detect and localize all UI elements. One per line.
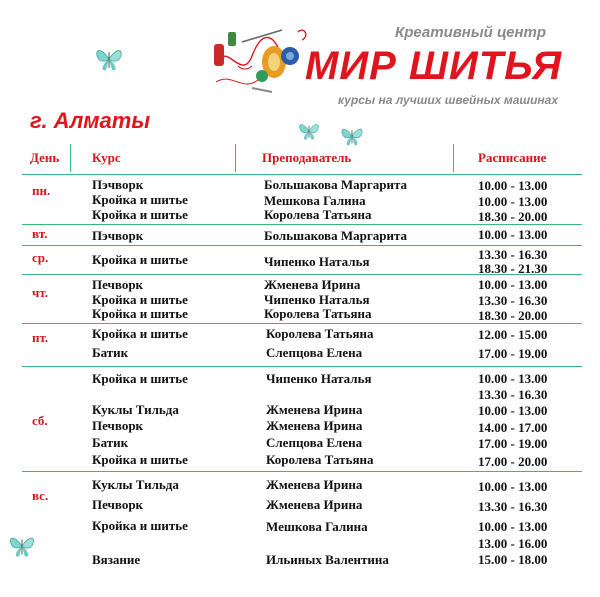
city-title: г. Алматы [30, 108, 151, 133]
course-cell: Печворк [92, 418, 144, 433]
course-cell: Батик [92, 435, 129, 450]
time-cell: 13.30 - 16.30 [478, 499, 548, 514]
time-cell: 18.30 - 20.00 [478, 308, 548, 323]
butterfly-icon [6, 530, 38, 562]
teacher-cell: Королева Татьяна [264, 207, 372, 222]
teacher-cell: Жменева Ирина [264, 277, 361, 292]
teacher-cell: Жменева Ирина [266, 402, 363, 417]
butterfly-icon [296, 118, 322, 144]
time-cell: 10.00 - 13.00 [478, 277, 548, 292]
brand-title: МИР ШИТЬЯ [305, 44, 563, 88]
course-cell: Пэчворк [92, 177, 144, 192]
course-cell: Кройка и шитье [92, 207, 188, 222]
course-cell: Кройка и шитье [92, 452, 188, 467]
course-cell: Вязание [92, 552, 141, 567]
course-cell: Кройка и шитье [92, 192, 188, 207]
time-cell: 17.00 - 19.00 [478, 436, 548, 451]
course-cell: Батик [92, 345, 129, 360]
time-cell: 13.30 - 16.30 [478, 247, 548, 262]
teacher-cell: Слепцова Елена [266, 345, 363, 360]
teacher-cell: Большакова Маргарита [264, 177, 407, 192]
time-cell: 18.30 - 20.00 [478, 209, 548, 224]
row-divider [22, 323, 582, 324]
teacher-cell: Королева Татьяна [266, 326, 374, 341]
row-divider [22, 471, 582, 472]
course-cell: Кройка и шитье [92, 292, 188, 307]
teacher-cell: Большакова Маргарита [264, 228, 407, 243]
column-header-day: День [30, 150, 60, 165]
teacher-cell: Чипенко Наталья [264, 292, 370, 307]
teacher-cell: Жменева Ирина [266, 418, 363, 433]
course-cell: Куклы Тильда [92, 477, 179, 492]
brand-subtitle: Креативный центр [395, 24, 547, 41]
time-cell: 10.00 - 13.00 [478, 403, 548, 418]
time-cell: 17.00 - 19.00 [478, 346, 548, 361]
teacher-cell: Чипенко Наталья [266, 371, 372, 386]
time-cell: 15.00 - 18.00 [478, 552, 548, 567]
row-divider [22, 224, 582, 225]
column-divider [235, 144, 236, 172]
time-cell: 13.30 - 16.30 [478, 293, 548, 308]
course-cell: Пэчворк [92, 228, 144, 243]
butterfly-icon [338, 122, 366, 150]
teacher-cell: Жменева Ирина [266, 477, 363, 492]
course-cell: Кройка и шитье [92, 326, 188, 341]
sewing-supplies-logo [212, 22, 312, 98]
teacher-cell: Слепцова Елена [266, 435, 363, 450]
course-cell: Кройка и шитье [92, 371, 188, 386]
time-cell: 10.00 - 13.00 [478, 519, 548, 534]
column-divider [70, 144, 71, 172]
column-header-schedule: Расписание [478, 150, 547, 165]
teacher-cell: Чипенко Наталья [264, 254, 370, 269]
time-cell: 14.00 - 17.00 [478, 420, 548, 435]
day-label-thu: чт. [32, 285, 48, 300]
teacher-cell: Ильиных Валентина [266, 552, 389, 567]
teacher-cell: Мешкова Галина [264, 193, 366, 208]
teacher-cell: Королева Татьяна [266, 452, 374, 467]
time-cell: 13.00 - 16.00 [478, 536, 548, 551]
time-cell: 12.00 - 15.00 [478, 327, 548, 342]
day-label-mon: пн. [32, 183, 51, 198]
course-cell: Кройка и шитье [92, 306, 188, 321]
time-cell: 17.00 - 20.00 [478, 454, 548, 469]
teacher-cell: Королева Татьяна [264, 306, 372, 321]
butterfly-icon [92, 42, 126, 76]
time-cell: 10.00 - 13.00 [478, 371, 548, 386]
teacher-cell: Мешкова Галина [266, 519, 368, 534]
time-cell: 10.00 - 13.00 [478, 194, 548, 209]
day-label-tue: вт. [32, 226, 48, 241]
day-label-wed: ср. [32, 250, 49, 265]
course-cell: Кройка и шитье [92, 252, 188, 267]
time-cell: 18.30 - 21.30 [478, 261, 548, 276]
course-cell: Кройка и шитье [92, 518, 188, 533]
day-label-sat: сб. [32, 413, 48, 428]
brand-tagline: курсы на лучших швейных машинах [338, 93, 559, 107]
column-header-course: Курс [92, 150, 121, 165]
column-header-teacher: Преподаватель [262, 150, 352, 165]
time-cell: 13.30 - 16.30 [478, 387, 548, 402]
time-cell: 10.00 - 13.00 [478, 479, 548, 494]
course-cell: Печворк [92, 497, 144, 512]
day-label-fri: пт. [32, 330, 49, 345]
day-label-sun: вс. [32, 488, 49, 503]
teacher-cell: Жменева Ирина [266, 497, 363, 512]
course-cell: Печворк [92, 277, 144, 292]
time-cell: 10.00 - 13.00 [478, 178, 548, 193]
time-cell: 10.00 - 13.00 [478, 227, 548, 242]
course-cell: Куклы Тильда [92, 402, 179, 417]
row-divider [22, 245, 582, 246]
row-divider [22, 174, 582, 175]
row-divider [22, 366, 582, 367]
column-divider [453, 144, 454, 172]
